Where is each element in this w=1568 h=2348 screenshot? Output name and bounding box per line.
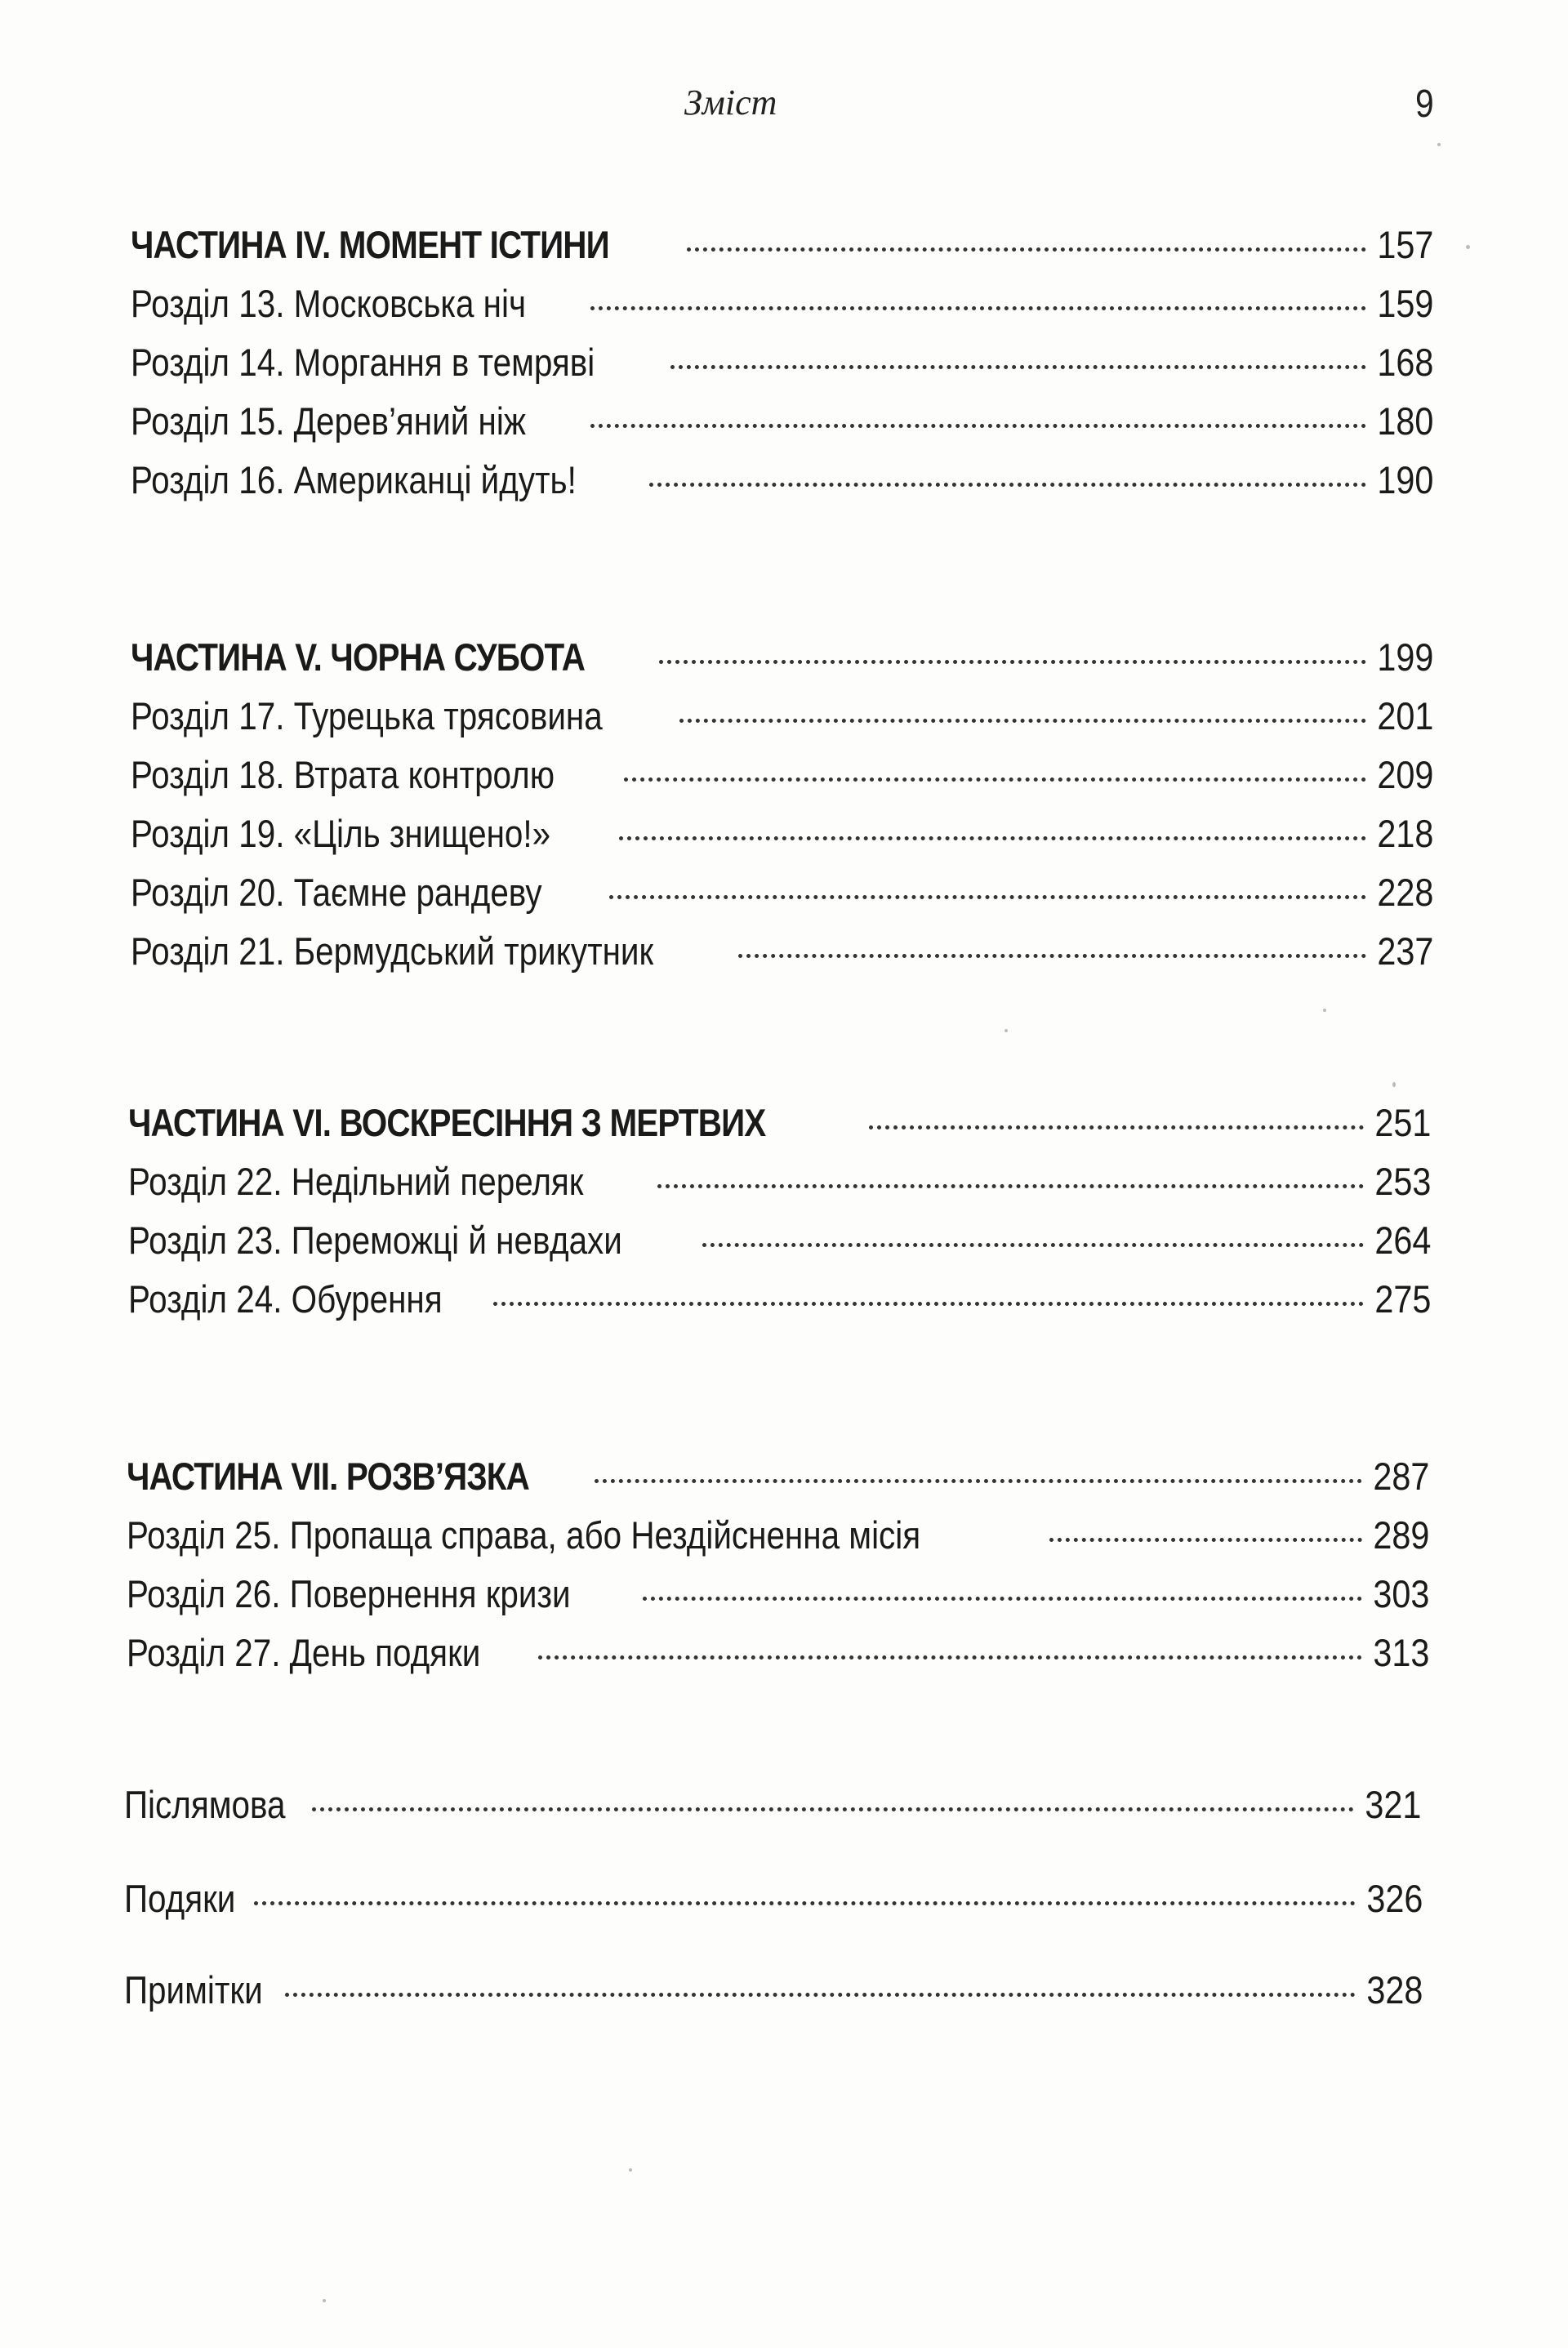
toc-chapter-row[interactable]	[131, 338, 1433, 387]
section-title: Зміст	[684, 82, 777, 123]
dot-leader	[649, 483, 1366, 487]
page-ref: 313	[1372, 1631, 1429, 1674]
toc-chapter-row[interactable]	[127, 1570, 1429, 1619]
toc-afterword-row[interactable]	[124, 1780, 1421, 1829]
chapter-title: Розділ 13. Московська ніч	[131, 282, 527, 325]
part-title: ЧАСТИНА VI. ВОСКРЕСІННЯ З МЕРТВИХ	[128, 1101, 766, 1144]
scan-speck	[1323, 1009, 1326, 1012]
entry-title: Післямова	[124, 1783, 286, 1826]
dot-leader	[624, 777, 1366, 782]
dot-leader	[493, 1302, 1363, 1306]
chapter-title: Розділ 16. Американці йдуть!	[131, 458, 577, 501]
page-ref: 326	[1365, 1877, 1423, 1920]
dot-leader	[702, 1243, 1363, 1247]
toc-chapter-row[interactable]	[128, 1216, 1431, 1265]
entry-title: Подяки	[124, 1877, 236, 1920]
toc-part-heading[interactable]	[128, 1098, 1431, 1147]
dot-leader	[670, 365, 1366, 369]
page-ref: 199	[1376, 635, 1433, 679]
page-ref: 218	[1376, 812, 1433, 855]
page-ref: 237	[1376, 929, 1433, 973]
chapter-title: Розділ 23. Переможці й невдахи	[128, 1219, 622, 1262]
toc-chapter-row[interactable]	[131, 868, 1433, 917]
part-title: ЧАСТИНА IV. МОМЕНТ ІСТИНИ	[131, 223, 609, 266]
dot-leader	[679, 719, 1366, 723]
scan-speck	[1437, 143, 1441, 146]
chapter-title: Розділ 14. Моргання в темряві	[131, 341, 595, 384]
chapter-title: Розділ 15. Дерев’яний ніж	[131, 399, 526, 443]
dot-leader	[657, 1184, 1363, 1188]
dot-leader	[590, 424, 1366, 428]
scan-speck	[1392, 1082, 1396, 1087]
toc-chapter-row[interactable]	[131, 927, 1433, 976]
chapter-title: Розділ 24. Обурення	[128, 1277, 443, 1321]
dot-leader	[312, 1807, 1354, 1811]
dot-leader	[619, 836, 1366, 840]
page-ref: 190	[1376, 458, 1433, 501]
chapter-title: Розділ 17. Турецька трясовина	[131, 694, 603, 737]
chapter-title: Розділ 21. Бермудський трикутник	[131, 929, 654, 973]
page-ref: 303	[1372, 1572, 1429, 1615]
dot-leader	[738, 954, 1365, 958]
page-ref: 275	[1374, 1277, 1431, 1321]
dot-leader	[595, 1479, 1361, 1483]
toc-chapter-row[interactable]	[128, 1157, 1431, 1206]
dot-leader	[590, 306, 1366, 310]
page-ref: 321	[1364, 1783, 1421, 1826]
page-ref: 287	[1372, 1455, 1429, 1498]
chapter-title: Розділ 20. Таємне рандеву	[131, 871, 542, 914]
part-title: ЧАСТИНА V. ЧОРНА СУБОТА	[131, 635, 586, 679]
toc-chapter-row[interactable]	[131, 809, 1433, 858]
chapter-title: Розділ 26. Повернення кризи	[127, 1572, 571, 1615]
scan-speck	[1466, 245, 1470, 249]
page-ref: 209	[1376, 753, 1433, 796]
toc-chapter-row[interactable]	[131, 279, 1433, 328]
page-ref: 180	[1376, 399, 1433, 443]
entry-title: Примітки	[124, 1968, 263, 2012]
chapter-title: Розділ 22. Недільний переляк	[128, 1160, 584, 1203]
toc-part-heading[interactable]	[131, 633, 1433, 682]
toc-chapter-row[interactable]	[131, 456, 1433, 505]
dot-leader	[609, 895, 1366, 899]
dot-leader	[1049, 1538, 1361, 1542]
scan-speck	[323, 2299, 326, 2302]
page-ref: 159	[1376, 282, 1433, 325]
chapter-title: Розділ 25. Пропаща справа, або Нездійсненна місія	[127, 1513, 921, 1557]
dot-leader	[254, 1901, 1356, 1905]
page-ref: 264	[1374, 1219, 1431, 1262]
toc-chapter-row[interactable]	[131, 397, 1433, 446]
dot-leader	[869, 1125, 1363, 1129]
dot-leader	[538, 1655, 1362, 1660]
page-ref: 228	[1376, 871, 1433, 914]
toc-chapter-row[interactable]	[131, 751, 1433, 800]
toc-chapter-row[interactable]	[131, 692, 1433, 741]
scan-speck	[629, 2168, 632, 2172]
page-ref: 157	[1376, 223, 1433, 266]
dot-leader	[659, 660, 1366, 664]
toc-chapter-row[interactable]	[128, 1275, 1431, 1324]
page-ref: 253	[1374, 1160, 1431, 1203]
dot-leader	[285, 1993, 1355, 1997]
dot-leader	[687, 247, 1365, 252]
page-ref: 168	[1376, 341, 1433, 384]
chapter-title: Розділ 19. «Ціль знищено!»	[131, 812, 551, 855]
page-ref: 289	[1372, 1513, 1429, 1557]
toc-part-heading[interactable]	[131, 221, 1433, 270]
toc-chapter-row[interactable]	[127, 1511, 1429, 1560]
toc-notes-row[interactable]	[124, 1966, 1423, 2015]
toc-chapter-row[interactable]	[127, 1628, 1429, 1677]
toc-part-heading[interactable]	[127, 1452, 1429, 1501]
part-title: ЧАСТИНА VII. РОЗВ’ЯЗКА	[127, 1455, 529, 1498]
chapter-title: Розділ 27. День подяки	[127, 1631, 481, 1674]
page-ref: 201	[1376, 694, 1433, 737]
page-ref: 328	[1365, 1968, 1423, 2012]
page-number: 9	[1415, 82, 1434, 126]
scan-speck	[1004, 1029, 1008, 1032]
chapter-title: Розділ 18. Втрата контролю	[131, 753, 555, 796]
toc-acknowledgements-row[interactable]	[124, 1874, 1423, 1923]
dot-leader	[643, 1597, 1362, 1601]
page-ref: 251	[1374, 1101, 1431, 1144]
